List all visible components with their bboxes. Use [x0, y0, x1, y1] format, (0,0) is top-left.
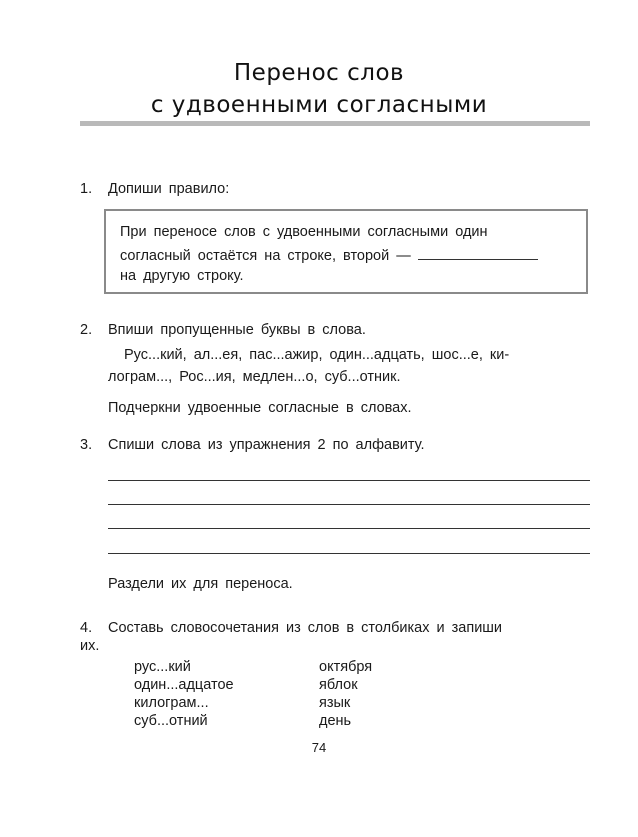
rule-line-3: на другую строку.	[120, 268, 244, 284]
exercise-4-task-line-2: их.	[80, 638, 100, 654]
page-number: 74	[311, 740, 327, 755]
rule-line-2	[120, 246, 538, 265]
rule-line-1: При переносе слов с удвоенными согласными один	[120, 224, 488, 240]
exercise-1-number: 1.	[80, 181, 93, 197]
rule-line-2-text: согласный остаётся на строке, второй —	[120, 248, 411, 264]
exercise-2-number: 2.	[80, 322, 93, 338]
rule-fill-blank[interactable]	[418, 246, 538, 260]
left-word-1: рус...кий	[134, 659, 191, 675]
left-word-3: килограм...	[134, 695, 209, 711]
exercise-1-task: Допиши правило:	[108, 181, 230, 197]
writing-line-2[interactable]	[108, 504, 590, 505]
exercise-3-number: 3.	[80, 437, 93, 453]
exercise-4-task-line-1: Составь словосочетания из слов в столбиках и запиши	[108, 620, 503, 636]
page-title-line-1: Перенос слов	[233, 60, 405, 86]
right-word-2: яблок	[319, 677, 358, 693]
left-word-2: один...адцатое	[134, 677, 234, 693]
writing-line-1[interactable]	[108, 480, 590, 481]
exercise-2-words-line-1: Рус...кий, ал...ея, пас...ажир, один...адцать, шос...е, ки-	[124, 347, 510, 363]
writing-line-3[interactable]	[108, 528, 590, 529]
exercise-3-note: Раздели их для переноса.	[108, 576, 293, 592]
page-title-line-2: с удвоенными согласными	[150, 92, 488, 118]
left-word-4: суб...отний	[134, 713, 208, 729]
exercise-4-number: 4.	[80, 620, 93, 636]
exercise-2-words-line-2: лограм..., Рос...ия, медлен...о, суб...отник.	[108, 369, 401, 385]
right-word-4: день	[319, 713, 352, 729]
writing-line-4[interactable]	[108, 553, 590, 554]
exercise-2-task: Впиши пропущенные буквы в слова.	[108, 322, 366, 338]
right-word-3: язык	[319, 695, 351, 711]
title-underline	[80, 121, 590, 126]
exercise-3-task: Спиши слова из упражнения 2 по алфавиту.	[108, 437, 425, 453]
right-word-1: октября	[319, 659, 373, 675]
exercise-2-note: Подчеркни удвоенные согласные в словах.	[108, 400, 412, 416]
